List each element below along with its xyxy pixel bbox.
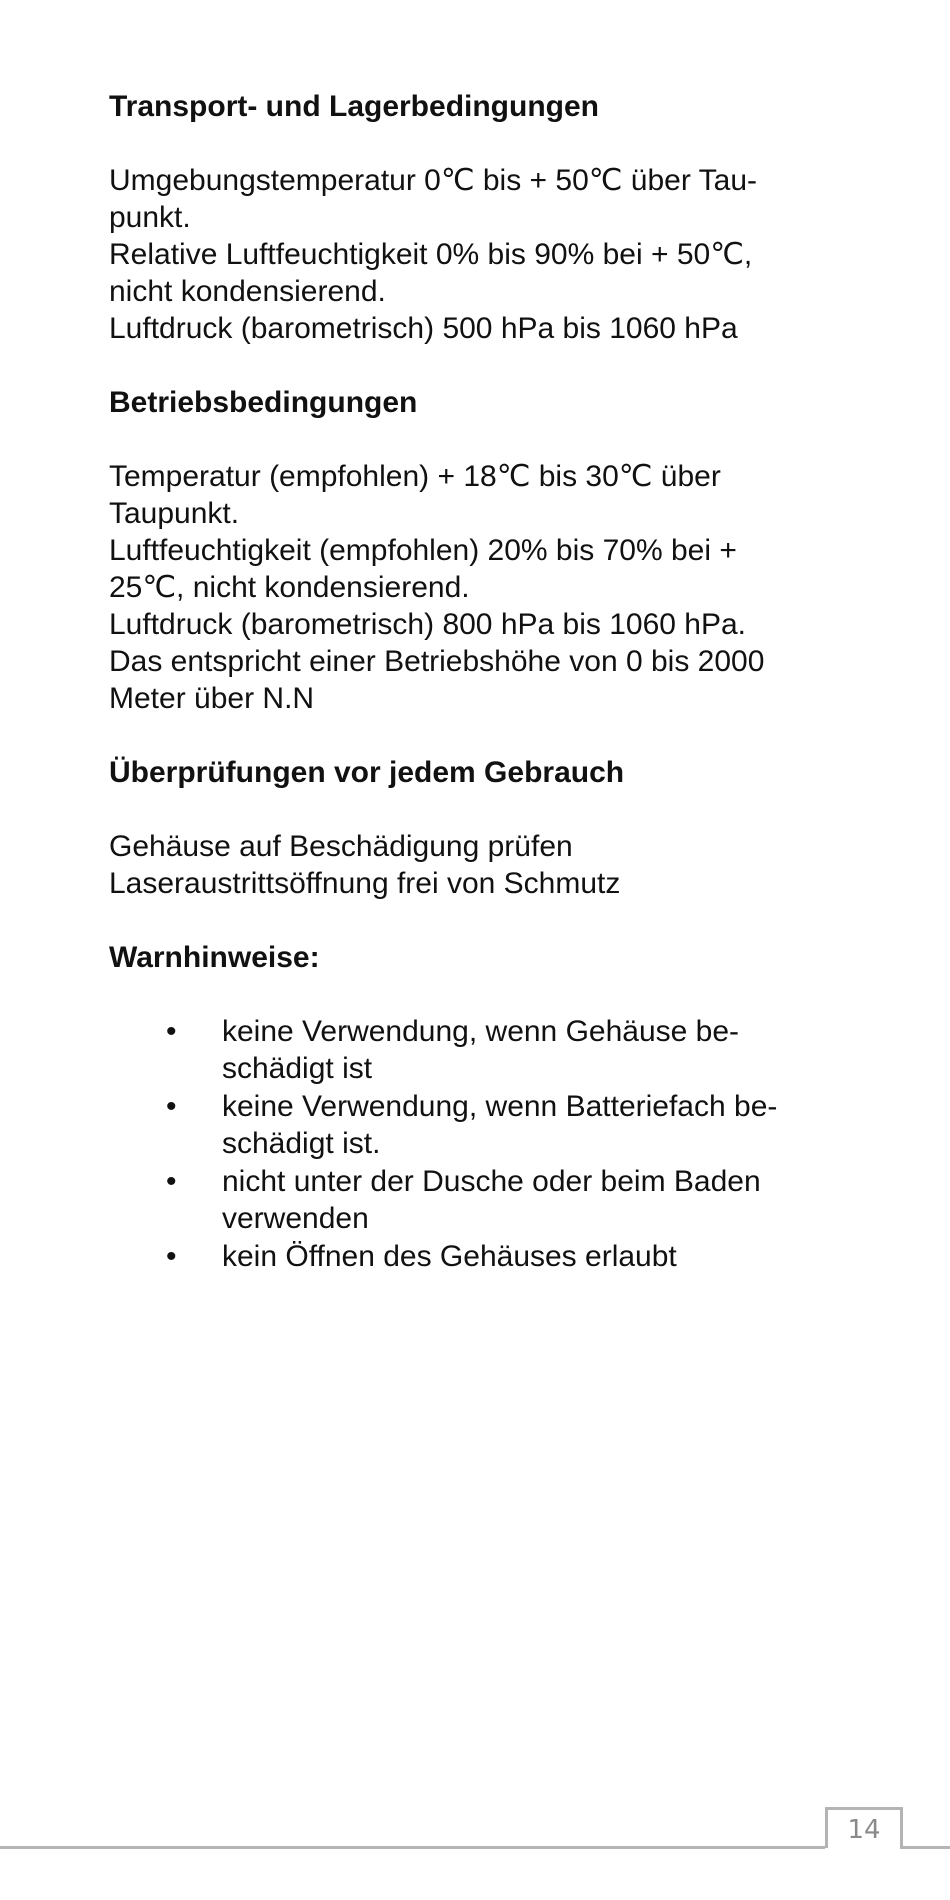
section-heading-warnhinweise: Warnhinweise: [109,941,320,974]
text-line: nicht kondensierend. [109,275,386,308]
list-item [109,1013,829,1087]
text-line: Taupunkt. [109,497,240,530]
text-line: nicht unter der Dusche oder beim Baden [222,1165,761,1198]
text-line: Relative Luftfeuchtigkeit 0% bis 90% bei + 50℃, [109,238,753,271]
list-item [109,1238,829,1275]
list-item [109,1163,829,1237]
bullet-icon: • [166,1015,177,1048]
warning-list [109,1013,829,1275]
bullet-icon: • [166,1090,177,1123]
text-line: keine Verwendung, wenn Gehäuse be- [222,1015,740,1048]
page-number: 14 [825,1807,903,1848]
text-line: Luftdruck (barometrisch) 800 hPa bis 1060 hPa. [109,608,747,641]
paragraph-betrieb [109,458,829,717]
section-heading-transport: Transport- und Lagerbedingungen [109,90,599,123]
text-line: Gehäuse auf Beschädigung prüfen [109,830,573,863]
text-line: punkt. [109,201,191,234]
text-line: Luftdruck (barometrisch) 500 hPa bis 1060 hPa [109,312,738,345]
bullet-icon: • [166,1240,177,1273]
text-line: Das entspricht einer Betriebshöhe von 0 bis 2000 [109,645,765,678]
paragraph-ueberpruefungen [109,828,829,902]
text-line: Meter über N.N [109,682,315,715]
bullet-icon: • [166,1165,177,1198]
text-line: keine Verwendung, wenn Batteriefach be- [222,1090,778,1123]
section-heading-betrieb: Betriebsbedingungen [109,386,418,419]
text-line: Umgebungstemperatur 0℃ bis + 50℃ über Tau- [109,164,758,197]
text-line: Luftfeuchtigkeit (empfohlen) 20% bis 70% bei + [109,534,737,567]
text-line: verwenden [222,1202,369,1235]
text-line: schädigt ist. [222,1127,381,1160]
paragraph-transport [109,162,829,347]
text-line: 25℃, nicht kondensierend. [109,571,470,604]
section-heading-ueberpruefungen: Überprüfungen vor jedem Gebrauch [109,756,625,789]
text-line: Temperatur (empfohlen) + 18℃ bis 30℃ über [109,460,721,493]
footer-rule [0,1846,825,1849]
page-content [109,88,829,1276]
text-line: schädigt ist [222,1052,373,1085]
text-line: Laseraustrittsöffnung frei von Schmutz [109,867,621,900]
footer-rule-right [900,1846,950,1849]
list-item [109,1088,829,1162]
text-line: kein Öffnen des Gehäuses erlaubt [222,1240,677,1273]
